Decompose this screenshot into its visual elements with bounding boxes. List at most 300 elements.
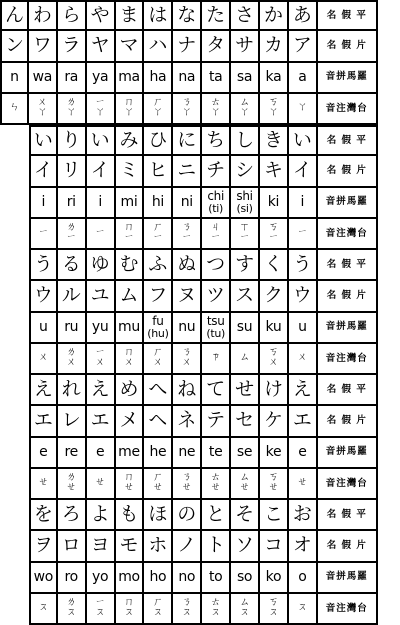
romaji-cell: ya bbox=[87, 63, 116, 94]
empty-cell bbox=[0, 469, 29, 500]
romaji-cell: i bbox=[29, 188, 58, 219]
hiragana-cell: ほ bbox=[144, 500, 173, 531]
empty-cell bbox=[0, 344, 29, 375]
empty-cell bbox=[0, 375, 29, 406]
katakana-cell: ワ bbox=[29, 31, 58, 62]
romaji-cell: no bbox=[173, 563, 202, 594]
zhuyin-cell bbox=[202, 594, 231, 625]
zhuyin-cell bbox=[29, 344, 58, 375]
zhuyin-text: ㄨ bbox=[297, 352, 308, 364]
hiragana-cell: ら bbox=[58, 0, 87, 31]
katakana-cell: カ bbox=[260, 31, 289, 62]
romaji-cell: ki bbox=[260, 188, 289, 219]
zhuyin-cell bbox=[58, 594, 87, 625]
romaji-cell: yo bbox=[87, 563, 116, 594]
hiragana-cell: え bbox=[289, 375, 318, 406]
romaji-variant: (ti) bbox=[208, 201, 224, 215]
zhuyin-cell bbox=[202, 344, 231, 375]
katakana-cell: キ bbox=[260, 156, 289, 187]
empty-cell bbox=[0, 531, 29, 562]
katakana-cell: チ bbox=[202, 156, 231, 187]
romaji-cell: ri bbox=[58, 188, 87, 219]
hiragana-cell: た bbox=[202, 0, 231, 31]
romaji-cell: ra bbox=[58, 63, 87, 94]
zhuyin-cell bbox=[173, 94, 202, 125]
zhuyin-cell bbox=[144, 469, 173, 500]
romaji-cell: e bbox=[29, 438, 58, 469]
zhuyin-cell bbox=[231, 469, 260, 500]
zhuyin-text: ㄋ ㄝ bbox=[181, 471, 192, 494]
row-label-romaji: 音拼馬羅 bbox=[318, 63, 378, 94]
hiragana-cell: わ bbox=[29, 0, 58, 31]
zhuyin-text: ㄙ bbox=[239, 352, 250, 364]
chart-row-zhuyin bbox=[0, 344, 400, 375]
romaji-cell: u bbox=[29, 313, 58, 344]
katakana-cell: メ bbox=[116, 406, 145, 437]
romaji-cell: wo bbox=[29, 563, 58, 594]
zhuyin-text: ㄏ ㄚ bbox=[152, 96, 163, 119]
katakana-cell: ユ bbox=[87, 281, 116, 312]
romaji-cell: ka bbox=[260, 63, 289, 94]
zhuyin-text: ㄊ ㄡ bbox=[210, 596, 221, 619]
katakana-cell: ウ bbox=[289, 281, 318, 312]
empty-cell bbox=[0, 156, 29, 187]
romaji-variant: (tu) bbox=[206, 326, 226, 340]
hiragana-cell: と bbox=[202, 500, 231, 531]
zhuyin-text: ㄣ bbox=[9, 102, 20, 114]
katakana-cell: オ bbox=[289, 531, 318, 562]
row-label-zhuyin: 音注灣台 bbox=[318, 219, 378, 250]
romaji-cell: sa bbox=[231, 63, 260, 94]
romaji-cell: mi bbox=[116, 188, 145, 219]
katakana-cell: サ bbox=[231, 31, 260, 62]
zhuyin-text: ㄇ ㄨ bbox=[124, 346, 134, 369]
katakana-cell: フ bbox=[144, 281, 173, 312]
romaji-variant: (si) bbox=[236, 201, 253, 215]
romaji-cell: ku bbox=[260, 313, 289, 344]
chart-row-hiragana bbox=[0, 0, 400, 31]
zhuyin-text: ㄎ ㄝ bbox=[268, 471, 279, 494]
chart-row-zhuyin bbox=[0, 469, 400, 500]
zhuyin-text: ㄧ ㄨ bbox=[95, 346, 106, 369]
zhuyin-text: ㄌ ㄨ bbox=[66, 346, 77, 369]
zhuyin-text: ㄋ ㄚ bbox=[181, 96, 192, 119]
row-label-hiragana: 名 假 平 bbox=[318, 500, 378, 531]
hiragana-cell: や bbox=[87, 0, 116, 31]
zhuyin-text: ㄧ bbox=[38, 227, 49, 239]
katakana-cell: イ bbox=[289, 156, 318, 187]
romaji-main: shi bbox=[236, 189, 253, 204]
hiragana-cell: む bbox=[116, 250, 145, 281]
hiragana-cell: て bbox=[202, 375, 231, 406]
romaji-alt bbox=[147, 315, 168, 339]
romaji-cell: e bbox=[289, 438, 318, 469]
zhuyin-text: ㄧ bbox=[297, 227, 308, 239]
romaji-cell: ni bbox=[173, 188, 202, 219]
zhuyin-cell bbox=[173, 469, 202, 500]
empty-cell bbox=[0, 188, 29, 219]
zhuyin-cell bbox=[144, 594, 173, 625]
chart-row-katakana bbox=[0, 406, 400, 437]
romaji-cell: ta bbox=[202, 63, 231, 94]
hiragana-cell: い bbox=[289, 125, 318, 156]
hiragana-cell: ゆ bbox=[87, 250, 116, 281]
romaji-cell: me bbox=[116, 438, 145, 469]
zhuyin-text: ㄚ bbox=[297, 102, 308, 114]
zhuyin-text: ㄒ ㄧ bbox=[239, 221, 250, 244]
romaji-main: chi bbox=[207, 189, 224, 204]
katakana-cell: ス bbox=[231, 281, 260, 312]
zhuyin-cell bbox=[260, 219, 289, 250]
katakana-cell: ア bbox=[289, 31, 318, 62]
katakana-cell: ソ bbox=[231, 531, 260, 562]
hiragana-cell: る bbox=[58, 250, 87, 281]
zhuyin-text: ㄏ ㄧ bbox=[152, 221, 163, 244]
zhuyin-text: ㄇ ㄚ bbox=[124, 96, 134, 119]
romaji-cell: nu bbox=[173, 313, 202, 344]
romaji-variant: (hu) bbox=[147, 326, 169, 340]
katakana-cell: エ bbox=[289, 406, 318, 437]
zhuyin-cell bbox=[289, 344, 318, 375]
row-label-katakana: 名 假 片 bbox=[318, 406, 378, 437]
romaji-cell: i bbox=[87, 188, 116, 219]
zhuyin-text: ㄐ ㄧ bbox=[210, 221, 221, 244]
hiragana-cell: い bbox=[29, 125, 58, 156]
hiragana-cell: り bbox=[58, 125, 87, 156]
chart-row-romaji bbox=[0, 563, 400, 594]
katakana-cell: マ bbox=[116, 31, 145, 62]
romaji-cell: u bbox=[289, 313, 318, 344]
zhuyin-cell bbox=[260, 469, 289, 500]
hiragana-cell: ぬ bbox=[173, 250, 202, 281]
chart-row-hiragana bbox=[0, 125, 400, 156]
empty-cell bbox=[0, 594, 29, 625]
zhuyin-text: ㄌ ㄧ bbox=[66, 221, 77, 244]
zhuyin-text: ㄏ ㄝ bbox=[152, 471, 163, 494]
zhuyin-cell bbox=[289, 94, 318, 125]
katakana-cell: タ bbox=[202, 31, 231, 62]
hiragana-cell: す bbox=[231, 250, 260, 281]
katakana-cell: ト bbox=[202, 531, 231, 562]
zhuyin-text: ㄙ ㄚ bbox=[239, 96, 250, 119]
romaji-cell: mo bbox=[116, 563, 145, 594]
hiragana-cell: の bbox=[173, 500, 202, 531]
zhuyin-cell bbox=[173, 594, 202, 625]
chart-row-romaji bbox=[0, 438, 400, 469]
zhuyin-cell bbox=[144, 94, 173, 125]
romaji-cell: a bbox=[289, 63, 318, 94]
empty-cell bbox=[0, 219, 29, 250]
row-label-zhuyin: 音注灣台 bbox=[318, 344, 378, 375]
row-label-romaji: 音拼馬羅 bbox=[318, 563, 378, 594]
chart-row-hiragana bbox=[0, 500, 400, 531]
zhuyin-text: ㄋ ㄡ bbox=[181, 596, 192, 619]
katakana-cell: モ bbox=[116, 531, 145, 562]
chart-row-katakana bbox=[0, 31, 400, 62]
chart-row-zhuyin bbox=[0, 94, 400, 125]
hiragana-cell: け bbox=[260, 375, 289, 406]
romaji-cell: e bbox=[87, 438, 116, 469]
hiragana-cell: せ bbox=[231, 375, 260, 406]
zhuyin-text: ㄌ ㄡ bbox=[66, 596, 77, 619]
hiragana-cell: ま bbox=[116, 0, 145, 31]
zhuyin-cell bbox=[289, 469, 318, 500]
katakana-cell: ホ bbox=[144, 531, 173, 562]
zhuyin-text: ㄨ ㄚ bbox=[37, 96, 48, 119]
zhuyin-cell bbox=[116, 469, 145, 500]
romaji-cell: hi bbox=[144, 188, 173, 219]
chart-row-zhuyin bbox=[0, 594, 400, 625]
romaji-alt bbox=[236, 190, 252, 214]
zhuyin-cell bbox=[116, 219, 145, 250]
hiragana-cell: い bbox=[87, 125, 116, 156]
zhuyin-cell bbox=[87, 594, 116, 625]
katakana-cell: ニ bbox=[173, 156, 202, 187]
zhuyin-text: ㄝ bbox=[95, 477, 106, 489]
hiragana-cell: こ bbox=[260, 500, 289, 531]
zhuyin-text: ㄧ ㄡ bbox=[95, 596, 106, 619]
zhuyin-cell bbox=[260, 594, 289, 625]
katakana-cell: ロ bbox=[58, 531, 87, 562]
zhuyin-cell bbox=[231, 219, 260, 250]
romaji-cell: he bbox=[144, 438, 173, 469]
zhuyin-text: ㄝ bbox=[38, 477, 49, 489]
zhuyin-cell bbox=[58, 344, 87, 375]
romaji-alt bbox=[206, 315, 225, 339]
zhuyin-text: ㄨ bbox=[38, 352, 49, 364]
romaji-cell: se bbox=[231, 438, 260, 469]
zhuyin-text: ㄋ ㄧ bbox=[181, 221, 192, 244]
chart-row-hiragana bbox=[0, 250, 400, 281]
romaji-cell: ko bbox=[260, 563, 289, 594]
katakana-cell: ル bbox=[58, 281, 87, 312]
romaji-cell bbox=[202, 313, 231, 344]
chart-row-katakana bbox=[0, 281, 400, 312]
katakana-cell: ツ bbox=[202, 281, 231, 312]
zhuyin-text: ㄇ ㄝ bbox=[124, 471, 134, 494]
chart-row-romaji bbox=[0, 188, 400, 219]
hiragana-cell: え bbox=[87, 375, 116, 406]
chart-row-romaji bbox=[0, 313, 400, 344]
hiragana-cell: な bbox=[173, 0, 202, 31]
hiragana-cell: に bbox=[173, 125, 202, 156]
romaji-cell: ho bbox=[144, 563, 173, 594]
zhuyin-text: ㄎ ㄧ bbox=[268, 221, 279, 244]
katakana-cell: レ bbox=[58, 406, 87, 437]
zhuyin-text: ㄎ ㄡ bbox=[268, 596, 279, 619]
zhuyin-cell bbox=[173, 219, 202, 250]
katakana-cell: ハ bbox=[144, 31, 173, 62]
hiragana-cell: は bbox=[144, 0, 173, 31]
zhuyin-cell bbox=[87, 344, 116, 375]
katakana-cell: コ bbox=[260, 531, 289, 562]
zhuyin-cell bbox=[231, 594, 260, 625]
zhuyin-text: ㄝ bbox=[297, 477, 308, 489]
katakana-cell: エ bbox=[29, 406, 58, 437]
hiragana-cell: め bbox=[116, 375, 145, 406]
katakana-cell: ク bbox=[260, 281, 289, 312]
zhuyin-cell bbox=[29, 469, 58, 500]
hiragana-cell: そ bbox=[231, 500, 260, 531]
zhuyin-text: ㄇ ㄧ bbox=[124, 221, 134, 244]
row-label-katakana: 名 假 片 bbox=[318, 156, 378, 187]
row-label-romaji: 音拼馬羅 bbox=[318, 313, 378, 344]
zhuyin-cell bbox=[144, 344, 173, 375]
romaji-cell: so bbox=[231, 563, 260, 594]
romaji-cell: na bbox=[173, 63, 202, 94]
hiragana-cell: ん bbox=[0, 0, 29, 31]
zhuyin-cell bbox=[231, 344, 260, 375]
katakana-cell: ケ bbox=[260, 406, 289, 437]
katakana-cell: セ bbox=[231, 406, 260, 437]
zhuyin-cell bbox=[58, 469, 87, 500]
zhuyin-cell bbox=[202, 219, 231, 250]
zhuyin-text: ㄡ bbox=[38, 602, 49, 614]
hiragana-cell: を bbox=[29, 500, 58, 531]
hiragana-cell: あ bbox=[289, 0, 318, 31]
zhuyin-cell bbox=[116, 344, 145, 375]
romaji-cell: ro bbox=[58, 563, 87, 594]
romaji-cell: ne bbox=[173, 438, 202, 469]
empty-cell bbox=[0, 563, 29, 594]
katakana-cell: ヨ bbox=[87, 531, 116, 562]
zhuyin-text: ㄌ ㄝ bbox=[66, 471, 77, 494]
romaji-cell: to bbox=[202, 563, 231, 594]
zhuyin-text: ㄙ ㄡ bbox=[239, 596, 250, 619]
empty-cell bbox=[0, 313, 29, 344]
row-label-hiragana: 名 假 平 bbox=[318, 0, 378, 31]
chart-row-hiragana bbox=[0, 375, 400, 406]
row-label-zhuyin: 音注灣台 bbox=[318, 469, 378, 500]
zhuyin-cell bbox=[116, 594, 145, 625]
zhuyin-text: ㄌ ㄚ bbox=[66, 96, 77, 119]
katakana-cell: ネ bbox=[173, 406, 202, 437]
chart-row-katakana bbox=[0, 156, 400, 187]
romaji-main: tsu bbox=[206, 314, 225, 329]
hiragana-cell: へ bbox=[144, 375, 173, 406]
katakana-cell: ヌ bbox=[173, 281, 202, 312]
romaji-cell: ru bbox=[58, 313, 87, 344]
zhuyin-cell bbox=[202, 94, 231, 125]
romaji-cell: re bbox=[58, 438, 87, 469]
romaji-cell: ha bbox=[144, 63, 173, 94]
zhuyin-cell bbox=[116, 94, 145, 125]
empty-cell bbox=[0, 250, 29, 281]
romaji-cell: yu bbox=[87, 313, 116, 344]
romaji-cell: su bbox=[231, 313, 260, 344]
romaji-alt bbox=[207, 190, 224, 214]
katakana-cell: ヤ bbox=[87, 31, 116, 62]
hiragana-cell: ろ bbox=[58, 500, 87, 531]
zhuyin-cell bbox=[289, 594, 318, 625]
katakana-cell: ヒ bbox=[144, 156, 173, 187]
empty-cell bbox=[0, 500, 29, 531]
hiragana-cell: よ bbox=[87, 500, 116, 531]
zhuyin-cell bbox=[29, 594, 58, 625]
zhuyin-text: ㄡ bbox=[297, 602, 308, 614]
hiragana-cell: え bbox=[29, 375, 58, 406]
hiragana-cell: し bbox=[231, 125, 260, 156]
chart-row-zhuyin bbox=[0, 219, 400, 250]
romaji-cell bbox=[144, 313, 173, 344]
romaji-cell: te bbox=[202, 438, 231, 469]
zhuyin-text: ㄋ ㄨ bbox=[181, 346, 192, 369]
zhuyin-cell bbox=[231, 94, 260, 125]
katakana-cell: シ bbox=[231, 156, 260, 187]
hiragana-cell: う bbox=[289, 250, 318, 281]
row-label-hiragana: 名 假 平 bbox=[318, 375, 378, 406]
hiragana-cell: か bbox=[260, 0, 289, 31]
katakana-cell: ヲ bbox=[29, 531, 58, 562]
katakana-cell: ム bbox=[116, 281, 145, 312]
empty-cell bbox=[0, 281, 29, 312]
zhuyin-text: ㄊ ㄝ bbox=[210, 471, 221, 494]
hiragana-cell: ひ bbox=[144, 125, 173, 156]
katakana-cell: リ bbox=[58, 156, 87, 187]
zhuyin-cell bbox=[260, 344, 289, 375]
hiragana-cell: お bbox=[289, 500, 318, 531]
row-label-zhuyin: 音注灣台 bbox=[318, 594, 378, 625]
chart-row-romaji bbox=[0, 63, 400, 94]
hiragana-cell: ち bbox=[202, 125, 231, 156]
hiragana-cell: う bbox=[29, 250, 58, 281]
romaji-main: fu bbox=[152, 314, 164, 329]
zhuyin-text: ㄎ ㄨ bbox=[268, 346, 279, 369]
zhuyin-cell bbox=[29, 94, 58, 125]
zhuyin-cell bbox=[58, 219, 87, 250]
zhuyin-cell bbox=[29, 219, 58, 250]
zhuyin-text: ㄏ ㄡ bbox=[152, 596, 163, 619]
romaji-cell: mu bbox=[116, 313, 145, 344]
zhuyin-cell bbox=[87, 469, 116, 500]
romaji-cell: o bbox=[289, 563, 318, 594]
row-label-katakana: 名 假 片 bbox=[318, 281, 378, 312]
hiragana-cell: つ bbox=[202, 250, 231, 281]
romaji-cell: ma bbox=[116, 63, 145, 94]
empty-cell bbox=[0, 406, 29, 437]
zhuyin-cell bbox=[58, 94, 87, 125]
katakana-cell: エ bbox=[87, 406, 116, 437]
hiragana-cell: く bbox=[260, 250, 289, 281]
zhuyin-cell bbox=[260, 94, 289, 125]
hiragana-cell: れ bbox=[58, 375, 87, 406]
row-label-hiragana: 名 假 平 bbox=[318, 250, 378, 281]
katakana-cell: ウ bbox=[29, 281, 58, 312]
romaji-cell: ke bbox=[260, 438, 289, 469]
empty-cell bbox=[0, 438, 29, 469]
romaji-cell: wa bbox=[29, 63, 58, 94]
zhuyin-text: ㄊ ㄚ bbox=[210, 96, 221, 119]
romaji-cell bbox=[231, 188, 260, 219]
zhuyin-text: ㄧ ㄚ bbox=[95, 96, 106, 119]
zhuyin-cell bbox=[289, 219, 318, 250]
katakana-cell: ノ bbox=[173, 531, 202, 562]
row-label-romaji: 音拼馬羅 bbox=[318, 188, 378, 219]
katakana-cell: ナ bbox=[173, 31, 202, 62]
katakana-cell: ラ bbox=[58, 31, 87, 62]
zhuyin-cell bbox=[202, 469, 231, 500]
katakana-cell: ン bbox=[0, 31, 29, 62]
zhuyin-text: ㄏ ㄨ bbox=[152, 346, 163, 369]
row-label-katakana: 名 假 片 bbox=[318, 31, 378, 62]
zhuyin-cell bbox=[173, 344, 202, 375]
zhuyin-cell bbox=[0, 94, 29, 125]
katakana-cell: ヘ bbox=[144, 406, 173, 437]
row-label-romaji: 音拼馬羅 bbox=[318, 438, 378, 469]
katakana-cell: ミ bbox=[116, 156, 145, 187]
chart-row-katakana bbox=[0, 531, 400, 562]
katakana-cell: テ bbox=[202, 406, 231, 437]
